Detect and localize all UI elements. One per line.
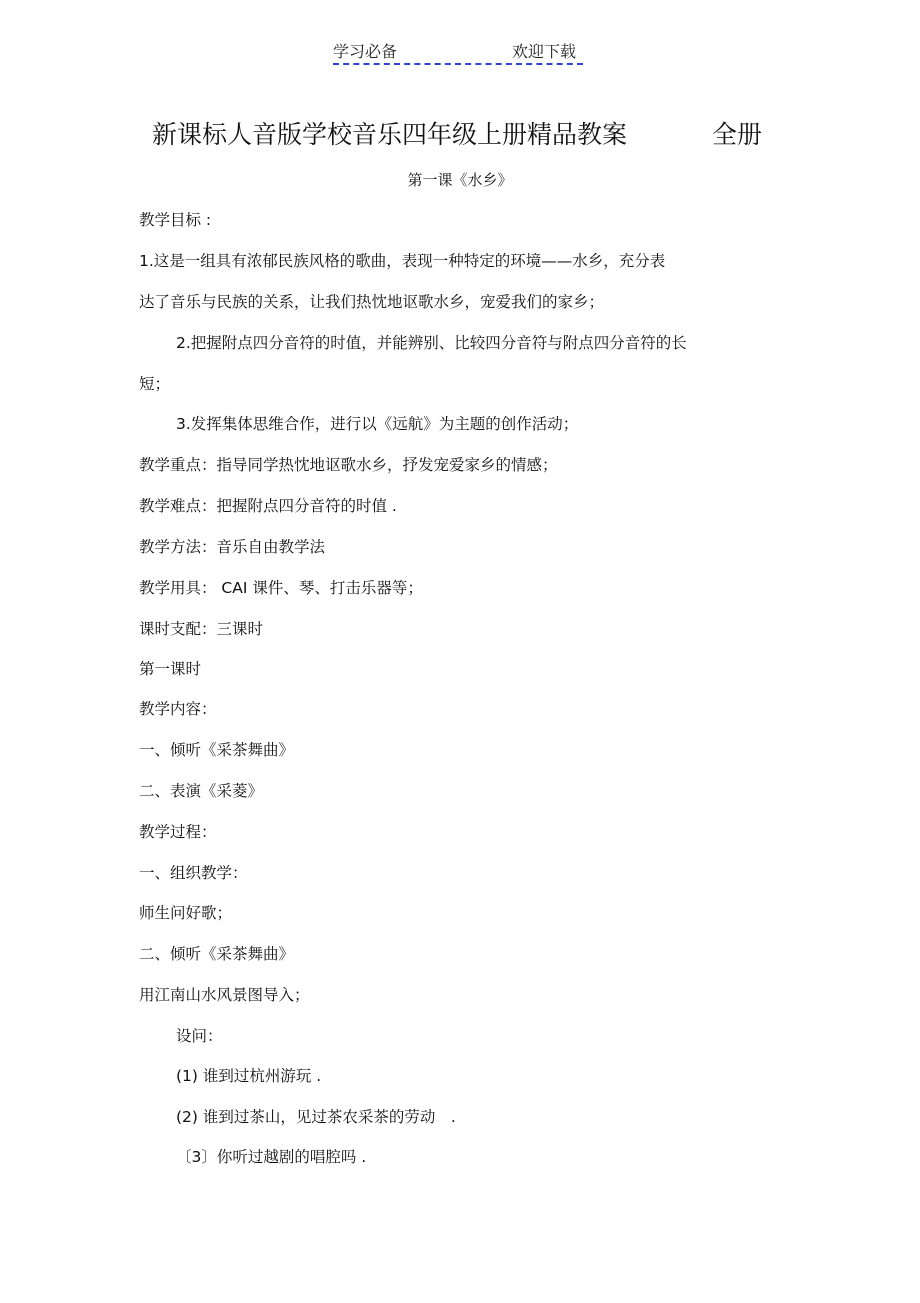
text-line: 用江南山水风景图导入； [139, 986, 310, 1004]
text-line: 第一课时 [139, 660, 202, 678]
text-line: 短； [139, 375, 171, 393]
lesson-title: 第一课《水乡》 [407, 171, 513, 189]
text-line: 1.这是一组具有浓郁民族风格的歌曲，表现一种特定的环境——水乡，充分表 [139, 252, 666, 270]
document-title: 新课标人音版学校音乐四年级上册精品教案 [152, 120, 628, 149]
text-line: 教学过程： [139, 823, 217, 841]
text-line: (2) 谁到过茶山，见过茶农采茶的劳动 . [176, 1108, 456, 1126]
text-line: 师生问好歌； [139, 904, 233, 922]
text-line: 教学方法：音乐自由教学法 [139, 538, 326, 556]
text-line: 二、倾听《采茶舞曲》 [139, 945, 295, 963]
text-line: 一、倾听《采茶舞曲》 [139, 741, 295, 759]
header-dashed-rule [333, 63, 583, 65]
document-title-suffix: 全册 [712, 120, 763, 149]
text-line: 课时支配：三课时 [139, 620, 264, 638]
text-line: 一、组织教学： [139, 864, 248, 882]
text-line: 二、表演《采菱》 [139, 782, 264, 800]
text-line: 教学重点：指导同学热忱地讴歌水乡，抒发宠爱家乡的情感； [139, 456, 558, 474]
header-left-text: 学习必备 [333, 42, 398, 61]
text-line: 2.把握附点四分音符的时值，并能辨别、比较四分音符与附点四分音符的长 [176, 334, 687, 352]
text-line: 教学用具： CAI 课件、琴、打击乐器等； [139, 579, 423, 597]
text-line: 教学目标 : [139, 211, 212, 229]
page-header [0, 41, 920, 67]
header-right-text: 欢迎下载 [512, 42, 577, 61]
text-line: 教学内容： [139, 700, 217, 718]
text-line: (1) 谁到过杭州游玩 . [176, 1067, 322, 1085]
text-line: 教学难点：把握附点四分音符的时值 . [139, 497, 397, 515]
text-line: 〔3〕你听过越剧的唱腔吗 . [176, 1148, 367, 1166]
text-line: 设问： [176, 1027, 223, 1045]
text-line: 3.发挥集体思维合作，进行以《远航》为主题的创作活动； [176, 415, 579, 433]
text-line: 达了音乐与民族的关系，让我们热忱地讴歌水乡，宠爱我们的家乡； [139, 293, 605, 311]
